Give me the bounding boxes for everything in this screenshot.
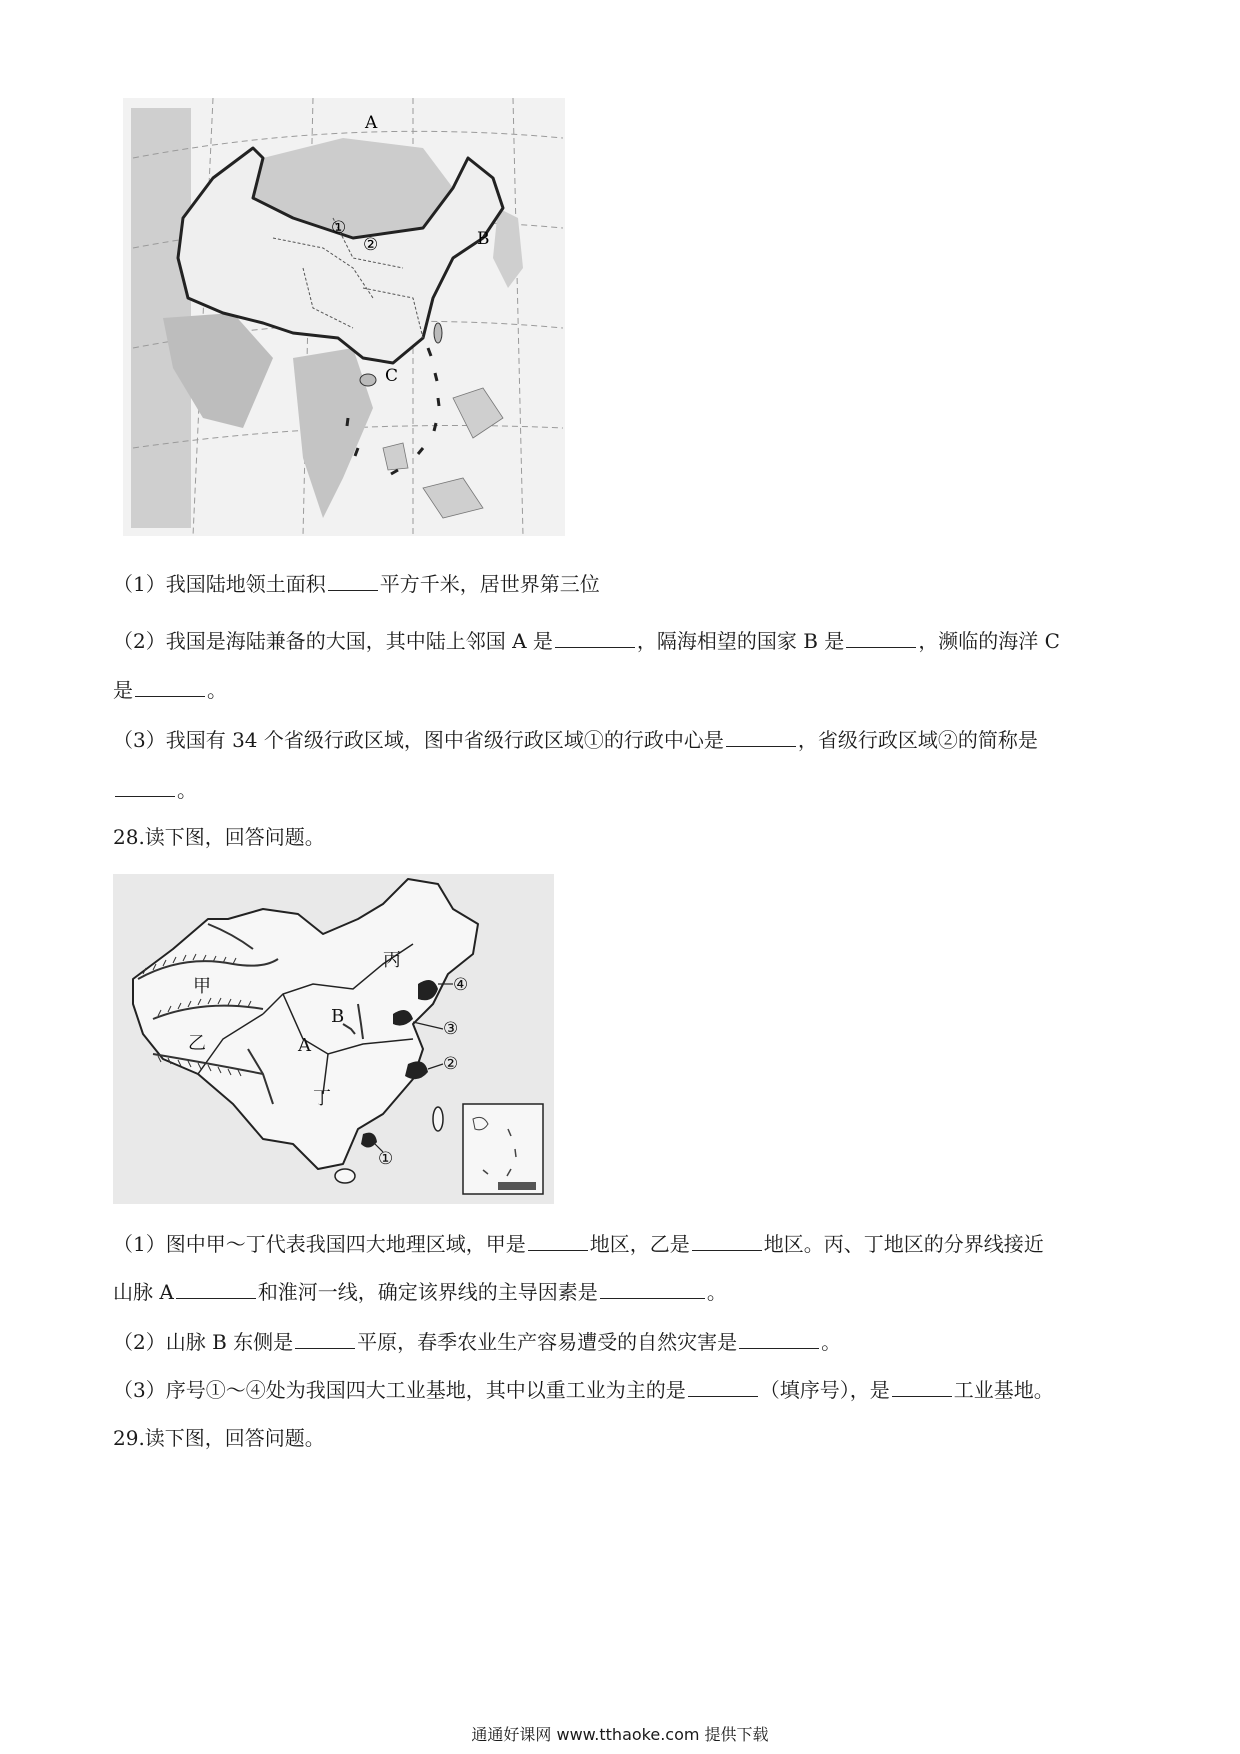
q28-part1-cont xyxy=(113,1278,727,1306)
q28-title-text: 28.读下图，回答问题。 xyxy=(113,825,325,849)
china-regions-map xyxy=(113,874,554,1204)
q28-p3-pre: （3）序号①～④处为我国四大工业基地，其中以重工业为主的是 xyxy=(113,1378,686,1402)
q27-p1-post: 平方千米，居世界第三位 xyxy=(379,572,600,596)
q29-title-text: 29.读下图，回答问题。 xyxy=(113,1426,325,1450)
q28-title xyxy=(113,823,325,851)
answer-blank[interactable] xyxy=(688,1396,758,1397)
q27-p2-mid1: ，隔海相望的国家 B 是 xyxy=(636,629,845,653)
china-neighbors-map xyxy=(123,98,565,536)
q28-part2 xyxy=(113,1328,841,1356)
answer-blank[interactable] xyxy=(726,746,796,747)
q27-p1-pre: （1）我国陆地领土面积 xyxy=(113,572,326,596)
map2-label-bing: 丙 xyxy=(383,950,401,971)
q28-p1-mid3: 和淮河一线，确定该界线的主导因素是 xyxy=(257,1280,598,1304)
q28-p2-end: 。 xyxy=(821,1330,842,1354)
q27-part3-cont xyxy=(113,776,197,804)
q27-p3-pre: （3）我国有 34 个省级行政区域，图中省级行政区域①的行政中心是 xyxy=(113,728,724,752)
map2-label-b: B xyxy=(331,1006,345,1027)
map2-label-yi: 乙 xyxy=(188,1033,206,1054)
answer-blank[interactable] xyxy=(295,1348,355,1349)
answer-blank[interactable] xyxy=(555,647,635,648)
q28-p1-mid2: 地区。丙、丁地区的分界线接近 xyxy=(763,1232,1044,1256)
q27-part3 xyxy=(113,726,1038,754)
answer-blank[interactable] xyxy=(115,796,175,797)
q27-p3-end: 。 xyxy=(177,778,197,802)
answer-blank[interactable] xyxy=(892,1396,952,1397)
map2-label-a: A xyxy=(298,1035,311,1056)
map2-label-3: ③ xyxy=(443,1019,459,1039)
q27-p2-mid2: ，濒临的海洋 C xyxy=(918,629,1060,653)
q28-p2-mid: 平原，春季农业生产容易遭受的自然灾害是 xyxy=(357,1330,738,1354)
footer-text: 通通好课网 www.tthaoke.com 提供下载 xyxy=(471,1725,769,1744)
q28-p1-cont: 山脉 A xyxy=(113,1280,174,1304)
answer-blank[interactable] xyxy=(600,1298,705,1299)
q28-p1-pre: （1）图中甲～丁代表我国四大地理区域，甲是 xyxy=(113,1232,526,1256)
answer-blank[interactable] xyxy=(528,1250,588,1251)
answer-blank[interactable] xyxy=(739,1348,819,1349)
q28-p1-end: 。 xyxy=(706,1280,727,1304)
map1-label-c: C xyxy=(385,366,399,386)
map2-label-2: ② xyxy=(443,1054,459,1074)
map2-label-ding: 丁 xyxy=(313,1088,331,1109)
q27-p2-end: 。 xyxy=(207,678,227,702)
answer-blank[interactable] xyxy=(135,696,205,697)
q27-part2-cont xyxy=(113,676,227,704)
map2-label-1: ① xyxy=(378,1149,394,1169)
map2-label-jia: 甲 xyxy=(193,976,211,997)
q27-part2 xyxy=(113,627,1060,655)
page-footer xyxy=(0,1722,1240,1745)
answer-blank[interactable] xyxy=(692,1250,762,1251)
answer-blank[interactable] xyxy=(846,647,916,648)
q27-p2-cont: 是 xyxy=(113,678,133,702)
map1-label-a: A xyxy=(365,113,378,133)
q28-p2-pre: （2）山脉 B 东侧是 xyxy=(113,1330,294,1354)
q28-part1 xyxy=(113,1230,1044,1258)
q27-p2-pre: （2）我国是海陆兼备的大国，其中陆上邻国 A 是 xyxy=(113,629,553,653)
q28-p3-end: 工业基地。 xyxy=(953,1378,1054,1402)
map2-label-4: ④ xyxy=(453,975,469,995)
q28-part3 xyxy=(113,1376,1054,1404)
q29-title xyxy=(113,1424,325,1452)
map1-label-1: ① xyxy=(331,218,347,238)
q28-p1-mid1: 地区，乙是 xyxy=(589,1232,690,1256)
q27-part1 xyxy=(113,570,600,598)
map1-label-b: B xyxy=(477,229,490,249)
q27-p3-mid: ，省级行政区域②的简称是 xyxy=(797,728,1038,752)
answer-blank[interactable] xyxy=(176,1298,256,1299)
answer-blank[interactable] xyxy=(328,590,378,591)
map1-label-2: ② xyxy=(363,235,379,255)
q28-p3-mid: （填序号），是 xyxy=(759,1378,890,1402)
